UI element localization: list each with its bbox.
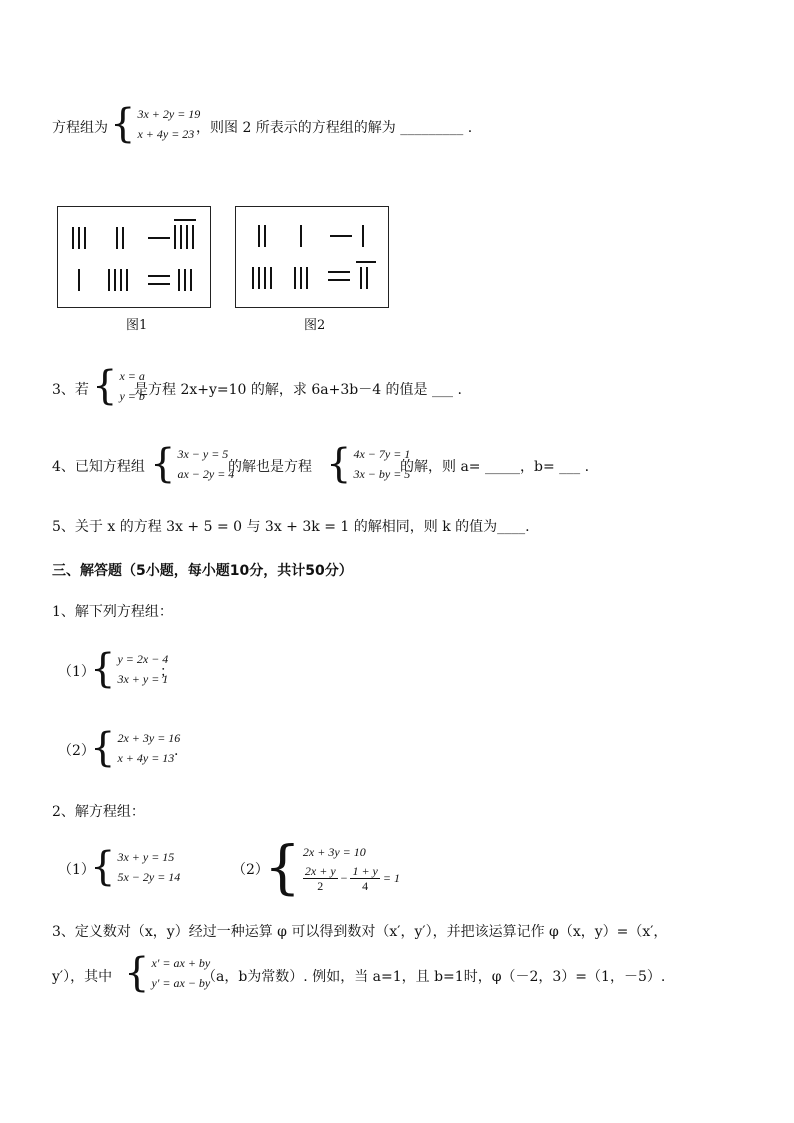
rod-vertical	[120, 269, 122, 291]
rod-vertical	[178, 269, 180, 291]
equation: ax − 2y = 4	[177, 467, 235, 481]
q-top-lead: 方程组为	[52, 120, 108, 136]
equation: y = b	[119, 389, 145, 403]
rod-vertical	[116, 227, 118, 249]
rod-vertical	[192, 225, 194, 249]
rod-horizontal	[356, 261, 376, 263]
equation: y = 2x − 4	[117, 652, 169, 666]
p1-part2-label: （2）	[58, 743, 95, 759]
rod-vertical	[360, 267, 362, 289]
p1-title: 1、解下列方程组：	[52, 604, 173, 620]
q4-lead: 4、已知方程组	[52, 459, 145, 475]
rod-horizontal	[330, 235, 352, 237]
rod-vertical	[306, 267, 308, 289]
right-hand-side: = 1	[382, 870, 400, 885]
rod-vertical	[258, 267, 260, 289]
rod-horizontal	[148, 283, 170, 285]
fraction	[350, 864, 379, 893]
rod-vertical	[180, 225, 182, 249]
equation: x′ = ax + by	[151, 956, 211, 970]
equation: 2x + 3y = 16	[117, 731, 181, 745]
equation: 3x − by = 5	[353, 467, 411, 481]
p1-part1-end: ；	[160, 664, 174, 680]
brace-icon: {	[326, 441, 352, 487]
q3-tail: 是方程 2x+y=10 的解，求 6a+3b－4 的值是 ___ .	[134, 382, 462, 398]
q5-text: 5、关于 x 的方程 3x + 5 = 0 与 3x + 3k = 1 的解相同，则 k 的值为____.	[52, 519, 530, 535]
rod-vertical	[84, 227, 86, 249]
figure-2-rods	[235, 206, 389, 308]
equation: 3x + y = 1	[117, 672, 169, 686]
brace-icon: {	[110, 101, 136, 147]
rod-vertical	[72, 227, 74, 249]
rod-vertical	[78, 269, 80, 291]
numerator: 2x + y	[304, 863, 336, 878]
p2-part1-system	[90, 844, 181, 890]
rod-vertical	[108, 269, 110, 291]
rod-vertical	[264, 225, 266, 247]
rod-horizontal	[328, 271, 350, 273]
brace-icon: {	[264, 833, 301, 901]
rod-vertical	[294, 267, 296, 289]
brace-icon: {	[90, 844, 116, 890]
brace-icon: {	[92, 363, 118, 409]
brace-icon: {	[150, 441, 176, 487]
rod-vertical	[114, 269, 116, 291]
p1-part2-end: .	[174, 743, 179, 759]
q3-lead: 3、若	[52, 382, 89, 398]
rod-vertical	[258, 225, 260, 247]
rod-vertical	[264, 267, 266, 289]
q-top-tail: ，则图 2 所表示的方程组的解为 _________ .	[196, 120, 473, 136]
brace-icon: {	[90, 646, 116, 692]
rod-horizontal	[148, 275, 170, 277]
denominator: 4	[362, 878, 369, 893]
equation: x + 4y = 23	[137, 127, 195, 141]
equation: y′ = ax − by	[151, 976, 211, 990]
rod-vertical	[270, 267, 272, 289]
rod-vertical	[300, 225, 302, 247]
numerator: 1 + y	[352, 863, 378, 878]
q4-mid: 的解也是方程	[228, 459, 312, 475]
p2-part1-label: （1）	[58, 862, 95, 878]
fraction	[303, 864, 338, 893]
brace-icon: {	[124, 950, 150, 996]
rod-vertical	[78, 227, 80, 249]
p3-line2-lead: y′），其中	[52, 969, 113, 985]
p2-part2-label: （2）	[232, 862, 269, 878]
p3-system	[124, 950, 211, 996]
rod-vertical	[126, 269, 128, 291]
equation: 2x + 3y = 10	[302, 844, 366, 859]
p3-line2-tail: （a，b为常数）. 例如，当 a=1，且 b=1时，φ（－2，3）=（1，－5）.	[202, 969, 666, 985]
p1-part1-label: （1）	[58, 664, 95, 680]
figure-2-caption: 图2	[304, 318, 326, 333]
figure-1-caption: 图1	[126, 318, 148, 333]
q4-tail: 的解，则 a= _____，b= ___ .	[400, 459, 590, 475]
rod-vertical	[362, 225, 364, 247]
rod-vertical	[186, 225, 188, 249]
rod-vertical	[300, 267, 302, 289]
equation: 3x + y = 15	[117, 850, 175, 864]
brace-icon: {	[90, 725, 116, 771]
figure-1-rods	[57, 206, 211, 308]
p2-part2-system	[264, 833, 400, 901]
rod-vertical	[174, 225, 176, 249]
denominator: 2	[317, 878, 324, 893]
p1-part2-system	[90, 725, 181, 771]
equation: x + 4y = 13	[117, 751, 175, 765]
q4-system-1	[150, 441, 235, 487]
q4-system-2	[326, 441, 411, 487]
equation: 3x + 2y = 19	[137, 107, 201, 121]
equation: 3x − y = 5	[177, 447, 229, 461]
equation: x = a	[119, 369, 145, 383]
p1-part1-system	[90, 646, 169, 692]
rod-vertical	[366, 267, 368, 289]
p2-title: 2、解方程组：	[52, 804, 145, 820]
equation: 5x − 2y = 14	[117, 870, 181, 884]
minus-sign: −	[340, 870, 348, 885]
q-top-system	[110, 101, 201, 147]
rod-vertical	[122, 227, 124, 249]
rod-vertical	[190, 269, 192, 291]
rod-horizontal	[148, 237, 170, 239]
rod-horizontal	[174, 219, 196, 221]
p3-line1: 3、定义数对（x，y）经过一种运算 φ 可以得到数对（x′，y′），并把该运算记作 φ（x，y）=（x′，	[52, 924, 668, 940]
section-3-title: 三、解答题（5小题，每小题10分，共计50分）	[52, 563, 353, 579]
rod-vertical	[184, 269, 186, 291]
equation: 4x − 7y = 1	[353, 447, 411, 461]
rod-horizontal	[328, 279, 350, 281]
rod-vertical	[252, 267, 254, 289]
fraction-equation	[303, 864, 400, 893]
